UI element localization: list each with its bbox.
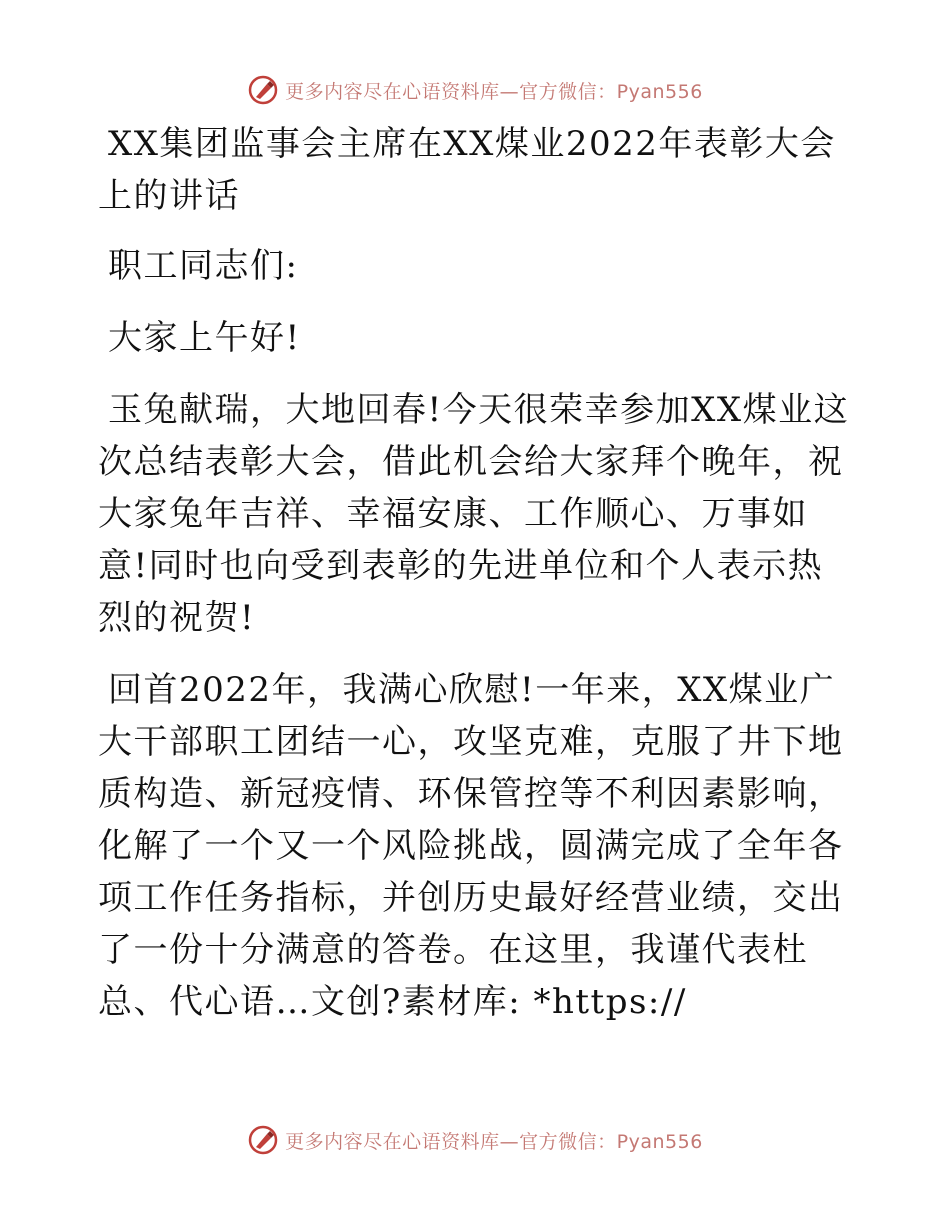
footer-watermark-text: 更多内容尽在心语资料库—官方微信：Pyan556 <box>285 1130 703 1153</box>
paragraph-2: 回首2022年，我满心欣慰!一年来，XX煤业广大干部职工团结一心，攻坚克难，克服了井下地质构造、新冠疫情、环保管控等不利因素影响，化解了一个又一个风险挑战，圆满完成了全年各项工作任务指标，并创历史最好经营业绩，交出了一份十分满意的答卷。在这里，我谨代表杜总、代心语…文创?素材库: *https:// <box>98 670 844 1022</box>
paragraph-1: 玉兔献瑞，大地回春!今天很荣幸参加XX煤业这次总结表彰大会，借此机会给大家拜个晚年，祝大家兔年吉祥、幸福安康、工作顺心、万事如意!同时也向受到表彰的先进单位和个人表示热烈的祝贺! <box>98 390 850 638</box>
pen-nib-logo-icon <box>247 74 279 106</box>
document-body <box>98 118 850 1048</box>
pen-nib-logo-icon <box>247 1124 279 1156</box>
salutation: 职工同志们: <box>108 246 299 286</box>
header-watermark-text: 更多内容尽在心语资料库—官方微信：Pyan556 <box>285 80 703 103</box>
greeting: 大家上午好! <box>108 318 301 358</box>
document-title: XX集团监事会主席在XX煤业2022年表彰大会上的讲话 <box>98 124 836 216</box>
header-watermark-banner <box>0 70 950 110</box>
footer-watermark-banner <box>0 1120 950 1160</box>
